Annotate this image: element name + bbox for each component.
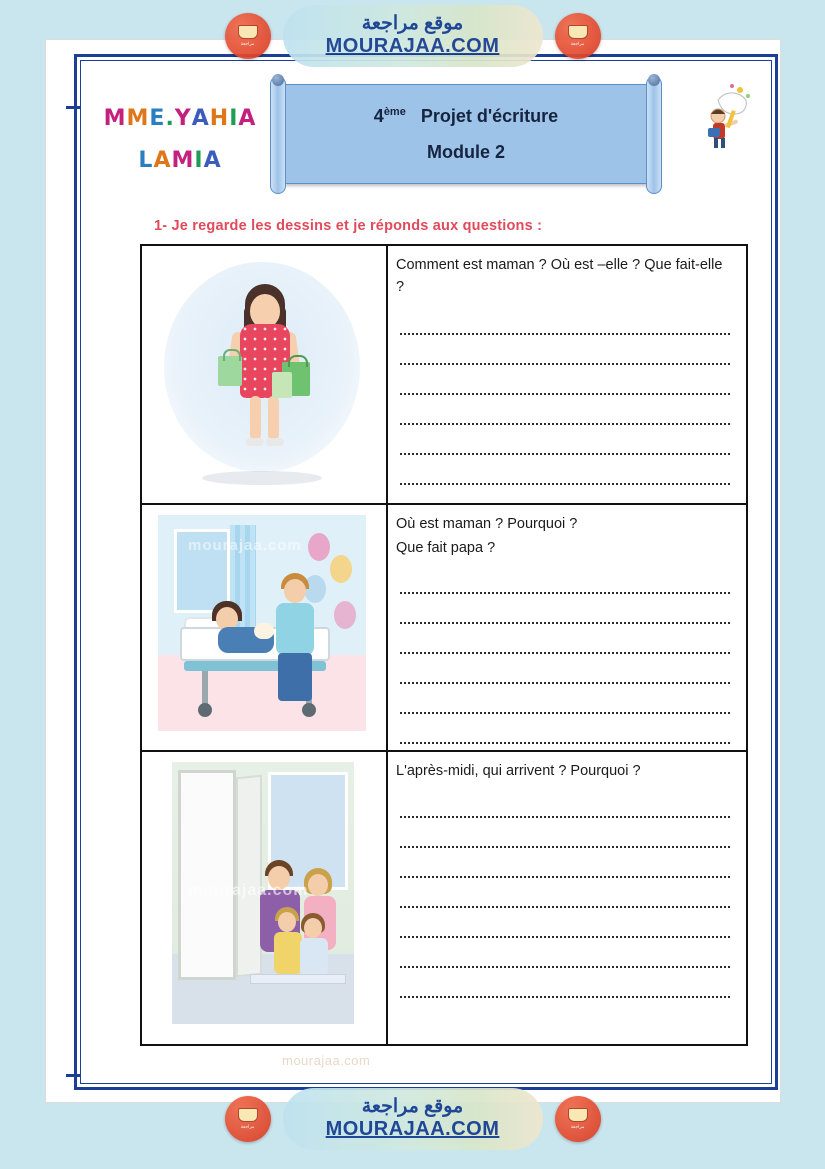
question-text-2-line1: Où est maman ? Pourquoi ? xyxy=(396,516,578,532)
answer-line[interactable] xyxy=(400,425,730,455)
logo-caption-bl: مراجعة xyxy=(240,1124,255,1130)
watermark-site-text: MOURAJAA.COM xyxy=(325,35,500,58)
answer-line[interactable] xyxy=(400,908,730,938)
shopping-bag-1 xyxy=(218,356,242,386)
banner-roll-left xyxy=(270,76,286,194)
title-banner-body xyxy=(282,84,650,184)
bed-wheel-left xyxy=(198,703,212,717)
answer-line[interactable] xyxy=(400,818,730,848)
banner-roll-right xyxy=(646,76,662,194)
image1-ground-shadow xyxy=(202,471,322,485)
banner-pin-left-icon xyxy=(272,74,284,86)
questions-table xyxy=(140,244,748,1046)
question-text-3: L'après-midi, qui arrivent ? Pourquoi ? xyxy=(396,762,641,779)
teacher-name-line1: MME.YAHIA xyxy=(103,106,257,131)
banner-level: 4 xyxy=(373,106,384,126)
banner-title-line xyxy=(268,106,664,127)
scan-edge-mark-top xyxy=(66,106,80,109)
logo-caption: مراجعة xyxy=(240,41,255,47)
banner-title: Projet d'écriture xyxy=(420,106,559,126)
banner-pin-right-icon xyxy=(648,74,660,86)
table-row xyxy=(142,246,746,505)
logo-caption-right: مراجعة xyxy=(570,41,585,47)
book-glyph-br xyxy=(568,1108,588,1122)
father-legs xyxy=(278,653,312,701)
newborn-baby xyxy=(254,623,274,639)
balloon-1 xyxy=(308,533,330,561)
family-arriving-at-door-image xyxy=(146,756,382,1040)
answer-line[interactable] xyxy=(400,654,730,684)
balloon-3 xyxy=(304,575,326,603)
answer-line[interactable] xyxy=(400,848,730,878)
illustration-cell-2 xyxy=(142,505,388,750)
student-doodle-icon xyxy=(688,80,760,152)
answer-cell-2 xyxy=(388,505,746,750)
mother-shoe-right xyxy=(266,438,284,446)
mourajaa-logo-icon-bottom-right xyxy=(555,1096,601,1142)
father-body xyxy=(276,603,314,655)
teacher-name-line2: LAMIA xyxy=(138,147,222,173)
image2-watermark: mourajaa.com xyxy=(188,537,302,554)
shopping-bag-3 xyxy=(272,372,292,398)
father-head xyxy=(284,579,306,603)
exercise-instruction: 1- Je regarde les dessins et je réponds aux questions : xyxy=(154,218,543,234)
page-footer-faint-text: mourajaa.com xyxy=(282,1053,371,1068)
table-row xyxy=(142,752,746,1044)
question-text-1: Comment est maman ? Où est –elle ? Que fait-elle ? xyxy=(396,257,723,296)
scan-edge-mark-bottom xyxy=(66,1074,80,1077)
balloon-2 xyxy=(330,555,352,583)
answer-line[interactable] xyxy=(400,878,730,908)
answer-line[interactable] xyxy=(400,365,730,395)
banner-level-sup: ème xyxy=(383,106,406,118)
image3-scene xyxy=(172,762,354,1024)
book-glyph-right xyxy=(568,25,588,39)
bed-leg-left xyxy=(202,671,208,705)
answer-line[interactable] xyxy=(400,684,730,714)
mother-leg-right xyxy=(268,396,279,440)
mother-head xyxy=(250,294,280,328)
book-glyph xyxy=(238,25,258,39)
answer-line[interactable] xyxy=(400,395,730,425)
title-banner xyxy=(268,80,664,192)
image2-scene xyxy=(158,515,366,731)
child-body xyxy=(300,938,328,976)
page-content xyxy=(92,74,764,1074)
answer-line[interactable] xyxy=(400,455,730,485)
worksheet-header xyxy=(92,74,764,204)
illustration-cell-3 xyxy=(142,752,388,1044)
answer-line[interactable] xyxy=(400,305,730,335)
watermark-arabic-text: موقع مراجعة xyxy=(361,12,464,34)
door-panel xyxy=(236,775,262,978)
answer-line[interactable] xyxy=(400,714,730,744)
answer-line[interactable] xyxy=(400,624,730,654)
table-row xyxy=(142,505,746,752)
table-surface xyxy=(250,974,346,984)
answer-cell-1 xyxy=(388,246,746,503)
watermark-site-text-bottom: MOURAJAA.COM xyxy=(325,1118,500,1141)
answer-line[interactable] xyxy=(400,788,730,818)
mourajaa-logo-icon-bottom-left xyxy=(225,1096,271,1142)
watermark-arabic-text-bottom: موقع مراجعة xyxy=(361,1095,464,1117)
answer-cell-3 xyxy=(388,752,746,1044)
girl-head xyxy=(308,874,328,896)
image3-watermark: mourajaa.com xyxy=(188,881,309,899)
banner-subtitle: Module 2 xyxy=(426,142,505,162)
hospital-room-with-newborn-image xyxy=(146,509,382,746)
mother-with-shopping-bags-image xyxy=(146,250,382,499)
illustration-cell-1 xyxy=(142,246,388,503)
balloon-4 xyxy=(334,601,356,629)
mother-leg-left xyxy=(250,396,261,440)
answer-line[interactable] xyxy=(400,938,730,968)
boy-head xyxy=(278,912,296,932)
worksheet-page xyxy=(46,40,780,1102)
logo-caption-br: مراجعة xyxy=(570,1124,585,1130)
open-door xyxy=(178,770,236,980)
child-head xyxy=(304,918,322,938)
book-glyph-bl xyxy=(238,1108,258,1122)
bed-wheel-right xyxy=(302,703,316,717)
answer-line[interactable] xyxy=(400,968,730,998)
question-text-2-line2: Que fait papa ? xyxy=(396,540,496,557)
mother-shoe-left xyxy=(246,438,264,446)
boy-body xyxy=(274,932,302,974)
answer-line[interactable] xyxy=(400,564,730,594)
answer-line[interactable] xyxy=(400,594,730,624)
answer-line[interactable] xyxy=(400,335,730,365)
teacher-name xyxy=(100,98,260,182)
